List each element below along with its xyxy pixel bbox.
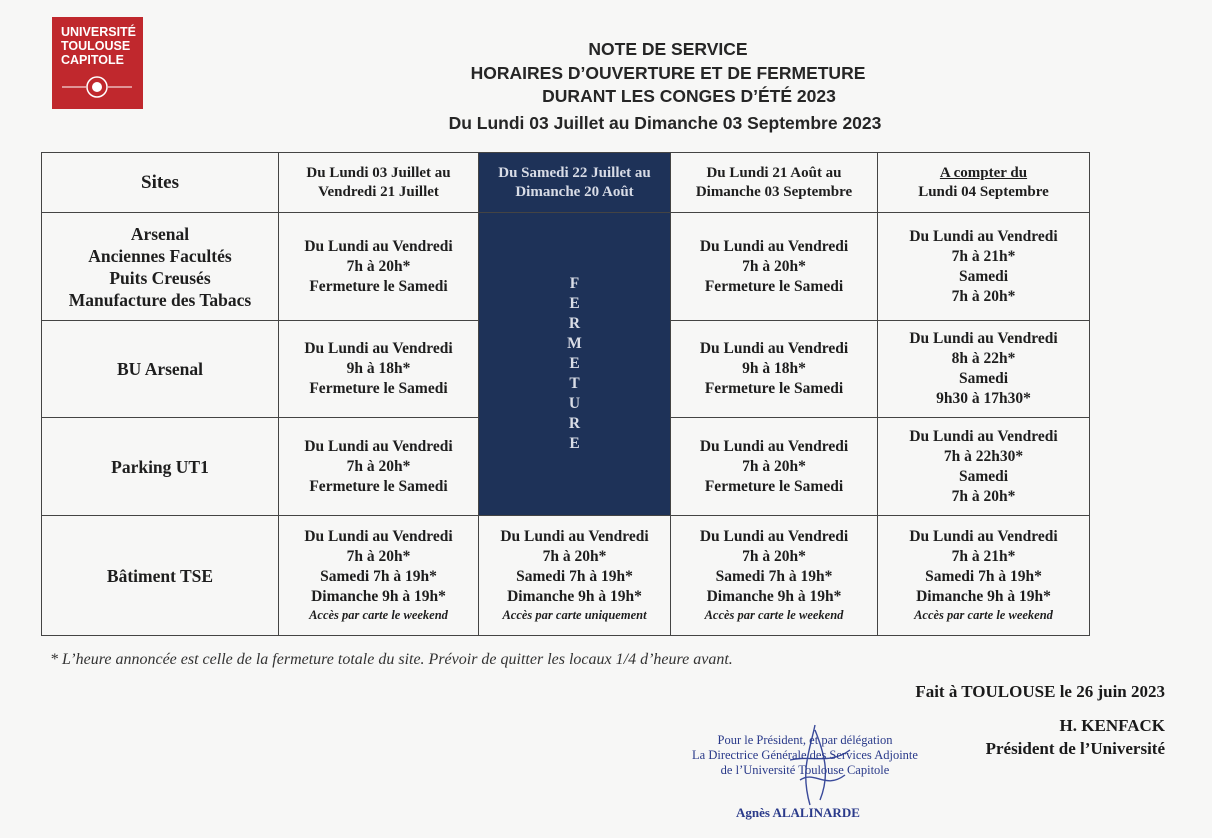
header-period-1: Du Lundi 03 Juillet au Vendredi 21 Juillet xyxy=(279,153,479,213)
table-row xyxy=(42,516,1090,636)
hours-cell: Du Lundi au Vendredi 7h à 20h* Fermeture le Samedi xyxy=(279,418,479,516)
header-line-1: NOTE DE SERVICE xyxy=(588,39,748,59)
site-cell: Arsenal Anciennes Facultés Puits Creusés Manufacture des Tabacs xyxy=(42,213,279,321)
delegate-name: Agnès ALALINARDE xyxy=(736,805,860,820)
site-cell: BU Arsenal xyxy=(42,321,279,418)
site-cell: Parking UT1 xyxy=(42,418,279,516)
header-dates: Du Lundi 03 Juillet au Dimanche 03 Septembre 2023 xyxy=(448,113,882,133)
header-sites: Sites xyxy=(42,153,279,213)
logo-line-3: CAPITOLE xyxy=(61,53,124,67)
table-header-row xyxy=(42,153,1090,213)
site-cell: Bâtiment TSE xyxy=(42,516,279,636)
hours-cell: Du Lundi au Vendredi 7h à 21h* Samedi 7h à 19h* Dimanche 9h à 19h* Accès par carte le weekend xyxy=(878,516,1090,636)
hours-cell: Du Lundi au Vendredi 7h à 20h* Fermeture le Samedi xyxy=(279,213,479,321)
closed-column: F E R M E T U R E xyxy=(479,213,671,516)
delegation-line-3: de l’Université Toulouse Capitole xyxy=(720,763,890,777)
header-line-3: DURANT LES CONGES D’ÉTÉ 2023 xyxy=(542,86,836,106)
president-title: Président de l’Université xyxy=(985,739,1165,758)
footnote: * L’heure annoncée est celle de la fermeture totale du site. Prévoir de quitter les locaux 1/4 d’heure avant. xyxy=(50,651,733,668)
logo-line-1: UNIVERSITÉ xyxy=(61,25,137,39)
president-signature-block xyxy=(986,714,1165,760)
place-date: Fait à TOULOUSE le 26 juin 2023 xyxy=(915,682,1165,701)
hours-cell: Du Lundi au Vendredi 7h à 22h30* Samedi 7h à 20h* xyxy=(878,418,1090,516)
hours-cell: Du Lundi au Vendredi 7h à 20h* Fermeture le Samedi xyxy=(671,418,878,516)
header-period-4: A compter du Lundi 04 Septembre xyxy=(878,153,1090,213)
hours-cell: Du Lundi au Vendredi 7h à 21h* Samedi 7h à 20h* xyxy=(878,213,1090,321)
delegation-line-1: Pour le Président, et par délégation xyxy=(717,733,893,747)
hours-cell: Du Lundi au Vendredi 7h à 20h* Samedi 7h à 19h* Dimanche 9h à 19h* Accès par carte le weekend xyxy=(279,516,479,636)
header-period-3: Du Lundi 21 Août au Dimanche 03 Septembre xyxy=(671,153,878,213)
delegation-line-2: La Directrice Générale des Services Adjointe xyxy=(692,748,918,762)
hours-cell: Du Lundi au Vendredi 7h à 20h* Samedi 7h à 19h* Dimanche 9h à 19h* Accès par carte le weekend xyxy=(671,516,878,636)
hours-cell: Du Lundi au Vendredi 9h à 18h* Fermeture le Samedi xyxy=(671,321,878,418)
hours-cell: Du Lundi au Vendredi 8h à 22h* Samedi 9h30 à 17h30* xyxy=(878,321,1090,418)
header-period-2: Du Samedi 22 Juillet au Dimanche 20 Août xyxy=(479,153,671,213)
schedule-table xyxy=(41,152,1090,636)
header-line-2: HORAIRES D’OUVERTURE ET DE FERMETURE xyxy=(470,63,866,83)
hours-cell: Du Lundi au Vendredi 7h à 20h* Samedi 7h à 19h* Dimanche 9h à 19h* Accès par carte uniquement xyxy=(479,516,671,636)
logo-line-2: TOULOUSE xyxy=(61,39,131,53)
president-name: H. KENFACK xyxy=(1059,716,1165,735)
hours-cell: Du Lundi au Vendredi 9h à 18h* Fermeture le Samedi xyxy=(279,321,479,418)
table-row xyxy=(42,213,1090,321)
delegation-block xyxy=(680,733,930,778)
hours-cell: Du Lundi au Vendredi 7h à 20h* Fermeture le Samedi xyxy=(671,213,878,321)
